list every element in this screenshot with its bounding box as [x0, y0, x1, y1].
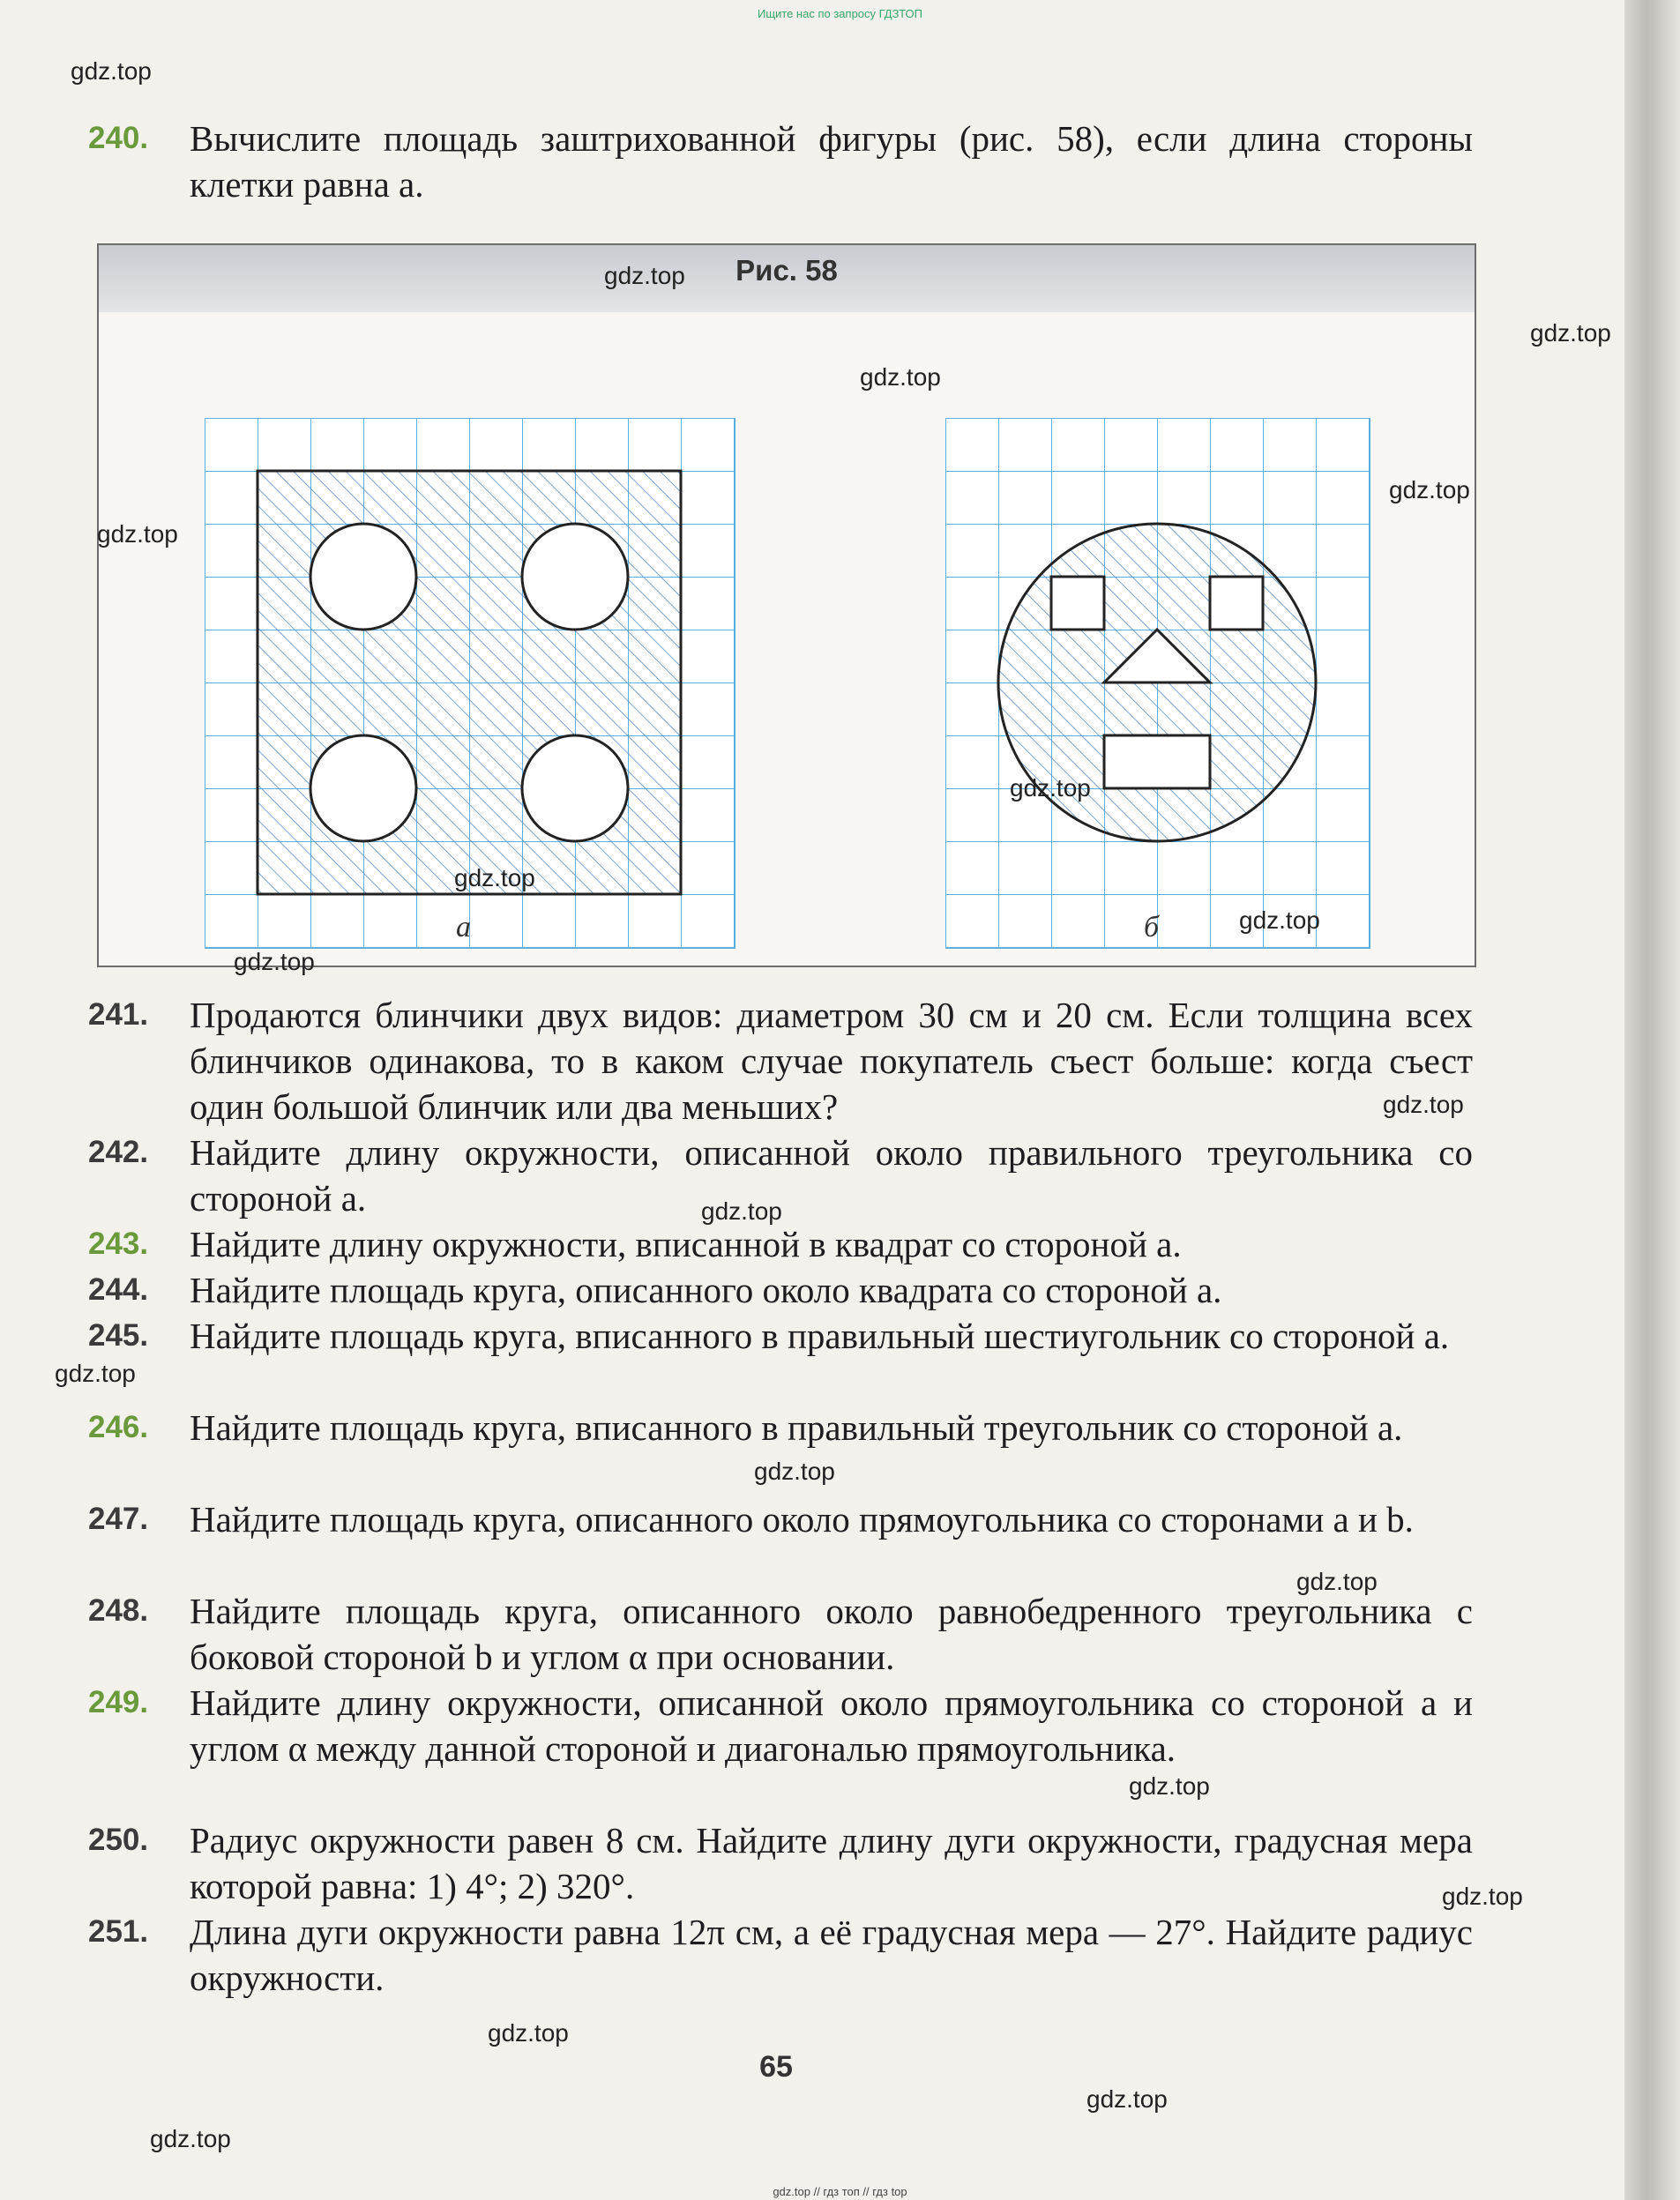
task-251 — [88, 1909, 1473, 2001]
task-text: Найдите площадь круга, описанного около квадрата со стороной a. — [190, 1270, 1222, 1310]
watermark-text: gdz.top — [1389, 476, 1470, 503]
task-text: Найдите длину окружности, описанной около правильного треугольника со стороной a. — [190, 1132, 1473, 1219]
watermark-text: gdz.top — [55, 1360, 136, 1387]
task-text: Найдите площадь круга, описанного около прямоугольника со сторонами a и b. — [190, 1499, 1414, 1540]
watermark-text: gdz.top — [604, 262, 685, 289]
circle-hole — [310, 735, 416, 841]
grid-border — [734, 418, 735, 947]
figure-58 — [97, 243, 1476, 967]
header-note: Ищите нас по запросу ГДЗТОП — [757, 7, 922, 20]
task-241 — [88, 992, 1473, 1130]
footer-note: gdz.top // гдз топ // гдз top — [773, 2185, 907, 2198]
task-number: 246. — [88, 1410, 149, 1444]
watermark-text: gdz.top — [1239, 906, 1320, 934]
task-244 — [88, 1267, 1473, 1313]
watermark-text: gdz.top — [488, 2019, 569, 2047]
task-text: Найдите длину окружности, вписанной в квадрат со стороной a. — [190, 1224, 1182, 1264]
hatched-square — [258, 471, 681, 894]
task-number: 244. — [88, 1272, 149, 1307]
caption-a: а — [456, 911, 471, 943]
task-number: 245. — [88, 1318, 149, 1353]
square-hole — [1051, 577, 1104, 630]
task-text: Найдите площадь круга, вписанного в правильный шестиугольник со стороной a. — [190, 1316, 1450, 1356]
task-number: 251. — [88, 1914, 149, 1949]
page-number: 65 — [759, 2050, 793, 2084]
task-text: Радиус окружности равен 8 см. Найдите длину дуги окружности, градусная мера которой равна: 1) 4°; 2) 320°. — [190, 1820, 1473, 1906]
task-number: 250. — [88, 1823, 149, 1857]
watermark-text: gdz.top — [1383, 1091, 1464, 1118]
watermark-text: gdz.top — [1296, 1568, 1378, 1595]
task-text: Найдите длину окружности, описанной около прямоугольника со стороной a и углом α между данной стороной и диагональю прямоугольника. — [190, 1682, 1473, 1769]
watermark-text: gdz.top — [1530, 319, 1611, 347]
grid-border — [1369, 418, 1370, 947]
task-number: 241. — [88, 997, 149, 1032]
task-247 — [88, 1496, 1473, 1542]
task-number: 248. — [88, 1593, 149, 1628]
watermark-text: gdz.top — [754, 1458, 835, 1485]
watermark-text: gdz.top — [860, 363, 941, 391]
task-245 — [88, 1313, 1473, 1359]
task-text: Вычислите площадь заштрихованной фигуры (рис. 58), если длина стороны клетки равна a. — [190, 118, 1473, 205]
task-number: 240. — [88, 121, 149, 155]
task-text: Найдите площадь круга, описанного около равнобедренного треугольника с боковой стороной b и углом α при основании. — [190, 1591, 1473, 1677]
task-number: 242. — [88, 1135, 149, 1169]
watermark-text: gdz.top — [454, 864, 535, 891]
task-number: 243. — [88, 1227, 149, 1261]
task-number: 247. — [88, 1502, 149, 1536]
watermark-text: gdz.top — [1442, 1883, 1523, 1910]
watermark-text: gdz.top — [150, 2125, 231, 2152]
watermark-text: gdz.top — [1129, 1772, 1210, 1800]
figure-drawing — [99, 312, 1475, 965]
watermark-text: gdz.top — [701, 1197, 782, 1225]
circle-hole — [310, 524, 416, 630]
task-240 — [88, 116, 1473, 207]
page-edge-shadow — [1624, 0, 1680, 2200]
task-text: Продаются блинчики двух видов: диаметром 30 см и 20 см. Если толщина всех блинчиков одинакова, то в каком случае покупатель съест больше: когда съест один большой блинчик или два меньших? — [190, 995, 1473, 1127]
task-246 — [88, 1405, 1473, 1451]
task-243 — [88, 1221, 1473, 1267]
watermark-text: gdz.top — [234, 948, 315, 975]
figure-b — [945, 418, 1370, 949]
figure-title: Рис. 58 — [735, 254, 838, 287]
watermark-text: gdz.top — [1010, 774, 1091, 802]
watermark-text: gdz.top — [1086, 2085, 1168, 2113]
task-249 — [88, 1680, 1473, 1771]
caption-b: б — [1144, 911, 1160, 943]
square-hole — [1210, 577, 1263, 630]
circle-hole — [522, 524, 628, 630]
task-text: Длина дуги окружности равна 12π см, а её градусная мера — 27°. Найдите радиус окружности. — [190, 1912, 1473, 1998]
rectangle-hole — [1104, 735, 1210, 788]
task-248 — [88, 1588, 1473, 1680]
grid-border — [945, 947, 1370, 949]
task-text: Найдите площадь круга, вписанного в правильный треугольник со стороной a. — [190, 1407, 1403, 1448]
watermark-text: gdz.top — [97, 520, 178, 548]
circle-hole — [522, 735, 628, 841]
watermark-text: gdz.top — [71, 57, 152, 85]
task-250 — [88, 1817, 1473, 1909]
task-number: 249. — [88, 1685, 149, 1719]
